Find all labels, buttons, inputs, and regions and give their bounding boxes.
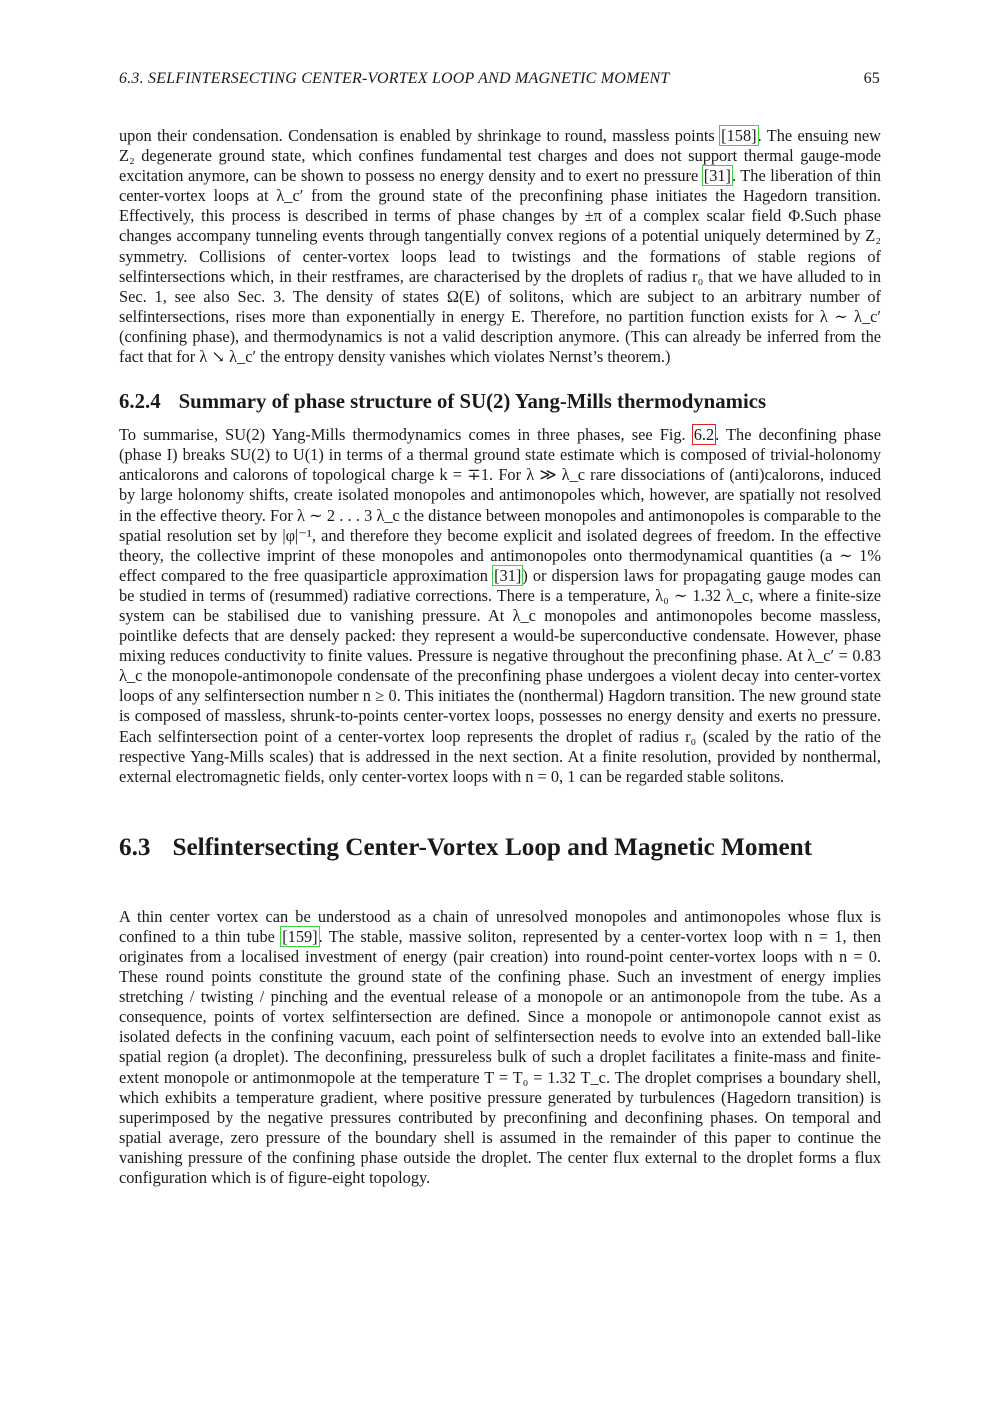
citation-link[interactable]: [31]	[703, 166, 731, 186]
paragraph-3	[119, 907, 881, 1188]
subsection-heading	[119, 389, 881, 415]
paragraph-text: ) or dispersion laws for propagating gauge modes can be studied in terms of (resummed) radiative corrections. There is a temperature, λ₀ ∼ 1.32 λ_c, where a finite-size system can be stabilised due to vanishing pressure. At λ_c monopoles and antimonopoles become massless, pointlike defects that are densely packed: they represent a would-be superconductive condensate. However, phase mixing reduces conductivity to finite values. Pressure is negative throughout the preconfining phase. At λ_c′ = 0.83 λ_c the monopole-antimonopole condensate of the preconfining phase undergoes a violent decay into center-vortex loops of any selfintersection number n ≥ 0. This initiates the (nonthermal) Hagdorn transition. The new ground state is composed of massless, shrunk-to-points center-vortex loops, possesses no energy density and exerts no pressure. Each selfintersection point of a center-vortex loop represents the droplet of radius r₀ (scaled by the ratio of the respective Yang-Mills scales) that is addressed in the next section. At a finite resolution, provided by nonthermal, external electromagnetic fields, only center-vortex loops with n = 0, 1 can be regarded stable solitons.	[119, 565, 881, 786]
paragraph-text: . The stable, massive soliton, represented by a center-vortex loop with n = 1, then originates from a localised investment of energy (pair creation) into round-point center-vortex loops with n = 0. These round points constitute the ground state of the confining phase. Such an investment of energy implies stretching / twisting / pinching and the eventual release of a monopole or an antimonopole from the tube. As a consequence, points of vortex selfintersection are defined. Since a monopole or antimonopole cannot exist as isolated defects in the confining vacuum, each point of selfintersection needs to evolve into an extended ball-like spatial region (a droplet). The deconfining, pressureless bulk of such a droplet facilitates a finite-mass and finite-extent monopole or antimonmopole at the temperature T = T₀ = 1.32 T_c. The droplet comprises a boundary shell, which exhibits a temperature gradient, where positive pressure generated by turbulences (Hagedorn transition) is superimposed by the negative pressures contributed by preconfining and deconfining phases. On temporal and spatial average, zero pressure of the boundary shell is assumed in the remainder of this paper to continue the vanishing pressure of the confining phase outside the droplet. The center flux external to the droplet forms a flux configuration which is of figure-eight topology.	[119, 926, 882, 1188]
section-number: 6.3	[119, 833, 151, 861]
paragraph-text: A thin center vortex can be understood as a chain of unresolved monopoles and antimonopoles whose flux is confined to a thin tube	[119, 906, 881, 946]
page-number: 65	[863, 70, 880, 87]
subsection-number: 6.2.4	[119, 390, 161, 414]
citation-link[interactable]: [158]	[721, 126, 757, 145]
paragraph-text: To summarise, SU(2) Yang-Mills thermodynamics comes in three phases, see Fig.	[119, 425, 693, 445]
subsection-title: Summary of phase structure of SU(2) Yang-Mills thermodynamics	[178, 390, 767, 414]
paragraph-text: . The ensuing new Z₂ degenerate ground state, which confines fundamental test charges and does not support thermal gauge-mode excitation anymore, can be shown to possess no energy density and to exert no pressure	[119, 126, 881, 186]
running-header	[119, 70, 881, 94]
citation-link[interactable]: [31]	[494, 565, 522, 585]
paragraph-text: . The liberation of thin center-vortex loops at λ_c′ from the ground state of the preconfining phase initiates the Hagedorn transition. Effectively, this process is described in terms of phase changes by ±π of a complex scalar field Φ.Such phase changes accompany tunneling events through tangentially convex regions of a potential uniquely determined by Z₂ symmetry. Collisions of center-vortex loops lead to twistings and the formations of stable regions of selfintersections which, in their restframes, are characterised by the droplets of radius r₀ that we have alluded to in Sec. 1, see also Sec. 3. The density of states Ω(E) of solitons, which are subject to an arbitrary number of selfintersections, rises more than exponentially in energy E. Therefore, no partition function exists for λ ∼ λ_c′ (confining phase), and thermodynamics is not a valid description anymore. (This can already be inferred from the fact that for λ ↘ λ_c′ the entropy density vanishes which violates Nernst’s theorem.)	[119, 166, 881, 367]
running-title: 6.3. SELFINTERSECTING CENTER-VORTEX LOOP AND MAGNETIC MOMENT	[119, 70, 670, 87]
figure-reference-link[interactable]: 6.2	[693, 425, 715, 445]
paragraph-1	[119, 126, 881, 367]
paragraph-text: upon their condensation. Condensation is enabled by shrinkage to round, massless points	[119, 126, 721, 145]
page	[119, 70, 881, 1188]
section-title: Selfintersecting Center-Vortex Loop and Magnetic Moment	[172, 833, 813, 861]
paragraph-2	[119, 425, 881, 787]
paragraph-text: . The deconfining phase (phase I) breaks SU(2) to U(1) in terms of a thermal ground state estimate which is composed of trivial-holonomy anticalorons and calorons of topological charge k = ∓1. For λ ≫ λ_c rare dissociations of (anti)calorons, induced by large holonomy shifts, create isolated monopoles and antimonopoles which, however, are spatially not resolved in the effective theory. For λ ∼ 2 . . . 3 λ_c the distance between monopoles and antimonopoles is comparable to the spatial resolution set by |φ|⁻¹, and therefore they become explicit and isolated degrees of freedom. In the effective theory, the collective imprint of these monopoles and antimonopoles onto thermodynamical quantities (a ∼ 1% effect compared to the free quasiparticle approximation	[119, 425, 881, 585]
section-heading	[119, 833, 881, 863]
citation-link[interactable]: [159]	[282, 926, 318, 946]
